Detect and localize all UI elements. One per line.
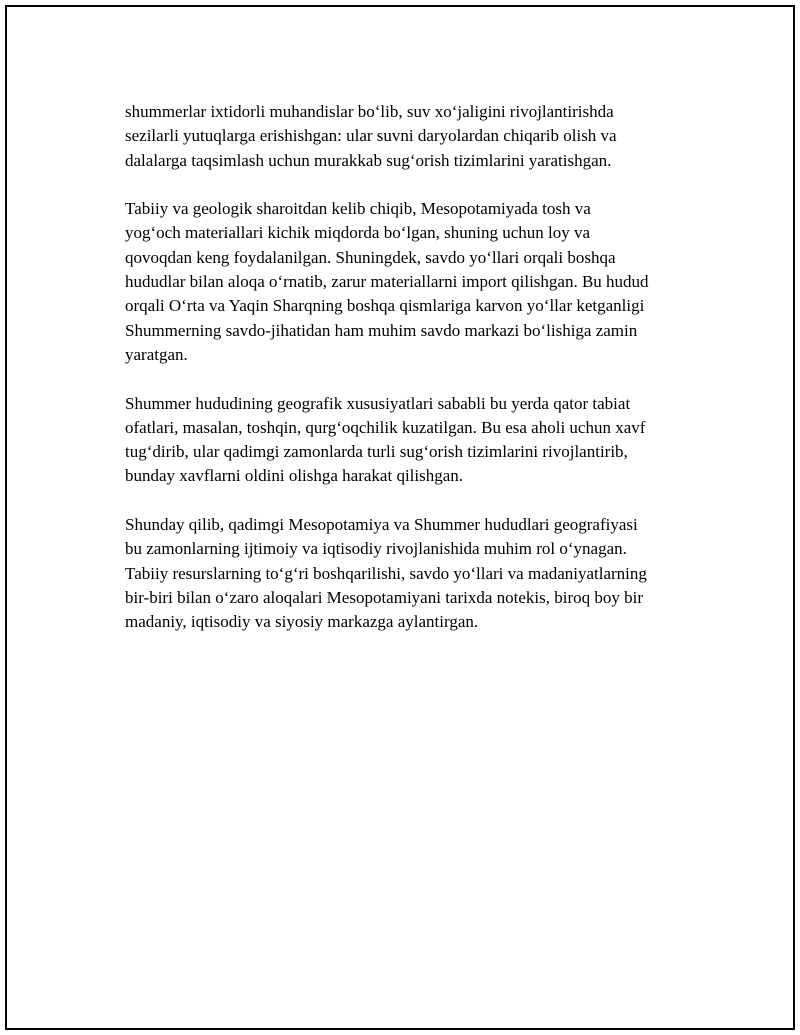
paragraph-line: Tabiiy va geologik sharoitdan kelib chiqib, Mesopotamiyada tosh va	[125, 199, 591, 219]
paragraph-2	[125, 197, 705, 367]
paragraph-line: Shummerning savdo-jihatidan ham muhim savdo markazi bo‘lishiga zamin	[125, 320, 638, 340]
paragraph-3	[125, 392, 705, 489]
paragraph-line: Shunday qilib, qadimgi Mesopotamiya va Shummer hududlari geografiyasi	[125, 515, 638, 535]
page-border	[5, 5, 795, 1030]
paragraph-line: bir-biri bilan o‘zaro aloqalari Mesopotamiyani tarixda notekis, biroq boy bir	[125, 587, 644, 607]
paragraph-line: bu zamonlarning ijtimoiy va iqtisodiy rivojlanishida muhim rol o‘ynagan.	[125, 539, 627, 559]
paragraph-line: tug‘dirib, ular qadimgi zamonlarda turli sug‘orish tizimlarini rivojlantirib,	[125, 442, 628, 462]
paragraph-line: Tabiiy resurslarning to‘g‘ri boshqarilishi, savdo yo‘llari va madaniyatlarning	[125, 563, 647, 583]
paragraph-line: Shummer hududining geografik xususiyatlari sababli bu yerda qator tabiat	[125, 393, 631, 413]
paragraph-line: orqali O‘rta va Yaqin Sharqning boshqa qismlariga karvon yo‘llar ketganligi	[125, 296, 645, 316]
paragraph-4	[125, 513, 705, 634]
paragraph-line: sezilarli yutuqlarga erishishgan: ular suvni daryolardan chiqarib olish va	[125, 126, 617, 146]
paragraph-line: yaratgan.	[125, 344, 188, 364]
paragraph-line: qovoqdan keng foydalanilgan. Shuningdek, savdo yo‘llari orqali boshqa	[125, 247, 616, 267]
paragraph-line: shummerlar ixtidorli muhandislar bo‘lib, suv xo‘jaligini rivojlantirishda	[125, 102, 614, 121]
paragraph-line: madaniy, iqtisodiy va siyosiy markazga aylantirgan.	[125, 612, 479, 632]
paragraph-line: ofatlari, masalan, toshqin, qurg‘oqchilik kuzatilgan. Bu esa aholi uchun xavf	[125, 417, 646, 437]
paragraph-line: yog‘och materiallari kichik miqdorda bo‘lgan, shuning uchun loy va	[125, 223, 591, 243]
paragraph-line: dalalarga taqsimlash uchun murakkab sug‘orish tizimlarini yaratishgan.	[125, 150, 612, 170]
document-body	[125, 100, 705, 659]
paragraph-line: hududlar bilan aloqa o‘rnatib, zarur materiallarni import qilishgan. Bu hudud	[125, 272, 649, 292]
paragraph-1	[125, 100, 705, 173]
paragraph-line: bunday xavflarni oldini olishga harakat qilishgan.	[125, 466, 464, 486]
